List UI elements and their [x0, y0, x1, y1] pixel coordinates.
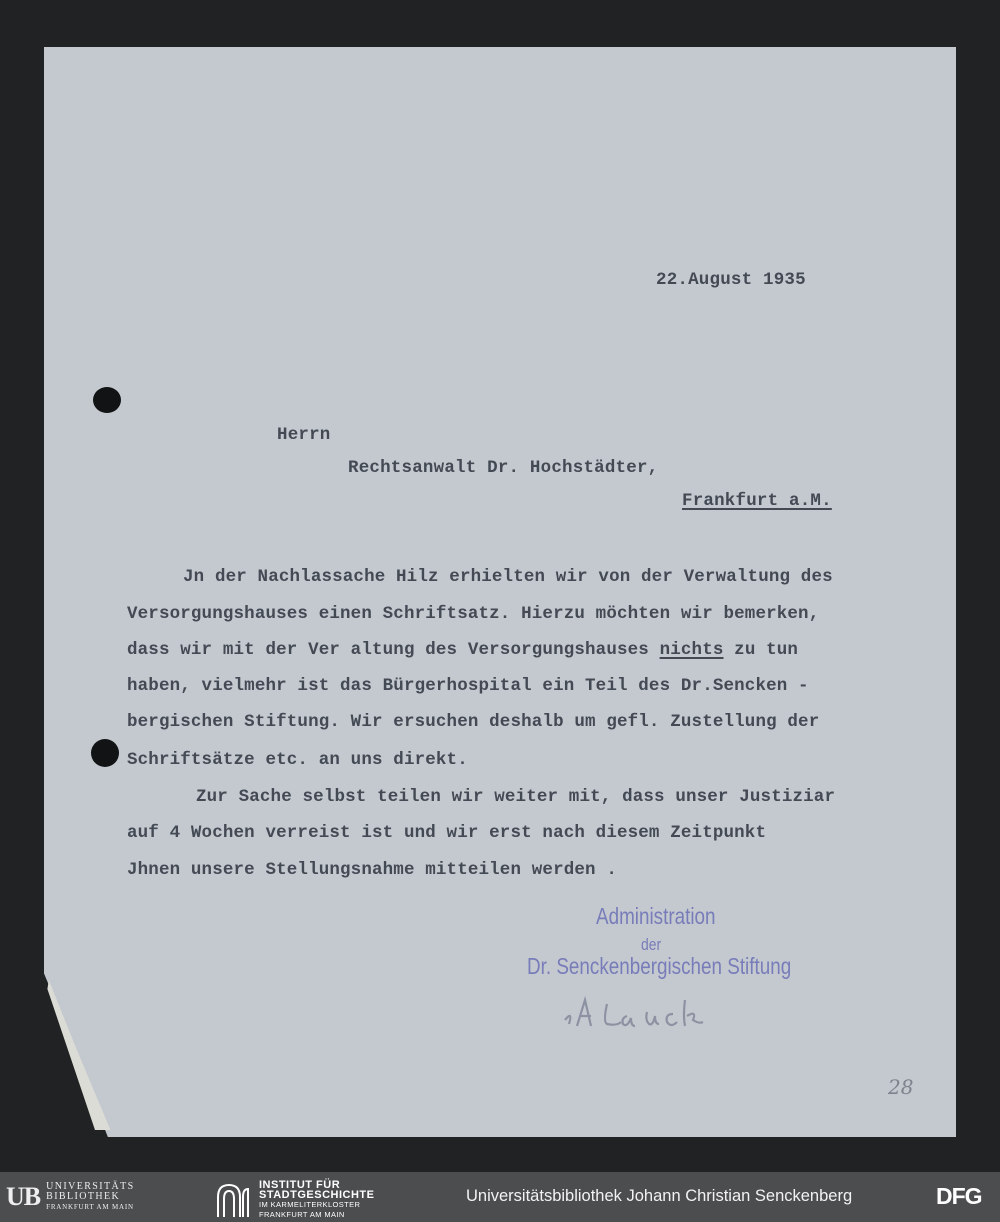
- ub-logo-text: [46, 1182, 134, 1212]
- ub-line-3: FRANKFURT AM MAIN: [46, 1203, 134, 1211]
- signature-image: [555, 990, 785, 1040]
- ub-line-2: BIBLIOTHEK: [46, 1191, 121, 1202]
- body-line-6: Schriftsätze etc. an uns direkt.: [127, 750, 468, 770]
- salutation: Herrn: [277, 425, 331, 445]
- isg-line-1: INSTITUT FÜR: [259, 1179, 341, 1191]
- isg-logo-text: [259, 1180, 374, 1220]
- ub-line-1: UNIVERSITÄTS: [46, 1181, 135, 1192]
- body-line-7: Zur Sache selbst teilen wir weiter mit, dass unser Justiziar: [196, 787, 836, 807]
- ub-logo-mark: UB: [6, 1182, 41, 1211]
- body-line-5: bergischen Stiftung. Wir ersuchen deshalb um gefl. Zustellung der: [127, 712, 820, 732]
- stamp-line-2: der: [641, 935, 662, 954]
- body-line-4: haben, vielmehr ist das Bürgerhospital ein Teil des Dr.Sencken -: [127, 676, 809, 696]
- stamp-line-1: Administration: [596, 903, 716, 929]
- dfg-logo[interactable]: DFG: [936, 1183, 982, 1209]
- page-number: 28: [888, 1075, 914, 1099]
- punch-hole-top: [93, 387, 121, 413]
- arch-icon: [215, 1183, 253, 1217]
- letter-date: 22.August 1935: [656, 270, 806, 290]
- isg-logo[interactable]: [215, 1180, 374, 1220]
- body-line-3: [127, 640, 798, 660]
- isg-line-3: IM KARMELITERKLOSTER: [259, 1200, 361, 1209]
- body-line-3-before: dass wir mit der Ver altung des Versorgungshauses: [127, 640, 660, 660]
- body-line-9: Jhnen unsere Stellungsnahme mitteilen werden .: [127, 860, 617, 880]
- recipient-city: Frankfurt a.M.: [682, 491, 832, 511]
- body-line-3-after: zu tun: [723, 640, 799, 660]
- punch-hole-bottom: [91, 739, 119, 767]
- letter-paper: [44, 47, 956, 1137]
- recipient-name: Rechtsanwalt Dr. Hochstädter,: [348, 458, 659, 478]
- footer-title[interactable]: Universitätsbibliothek Johann Christian Senckenberg: [466, 1187, 853, 1205]
- emphasis-nichts: nichts: [659, 640, 724, 660]
- body-line-2: Versorgungshauses einen Schriftsatz. Hierzu möchten wir bemerken,: [127, 604, 820, 624]
- body-line-8: auf 4 Wochen verreist ist und wir erst nach diesem Zeitpunkt: [127, 823, 767, 843]
- isg-line-4: FRANKFURT AM MAIN: [259, 1210, 345, 1219]
- footer-bar: [0, 1172, 1000, 1222]
- ub-logo[interactable]: [6, 1180, 135, 1214]
- stamp-line-3: Dr. Senckenbergischen Stiftung: [527, 953, 792, 979]
- body-line-1: Jn der Nachlassache Hilz erhielten wir von der Verwaltung des: [183, 567, 833, 587]
- isg-line-2: STADTGESCHICHTE: [259, 1189, 375, 1201]
